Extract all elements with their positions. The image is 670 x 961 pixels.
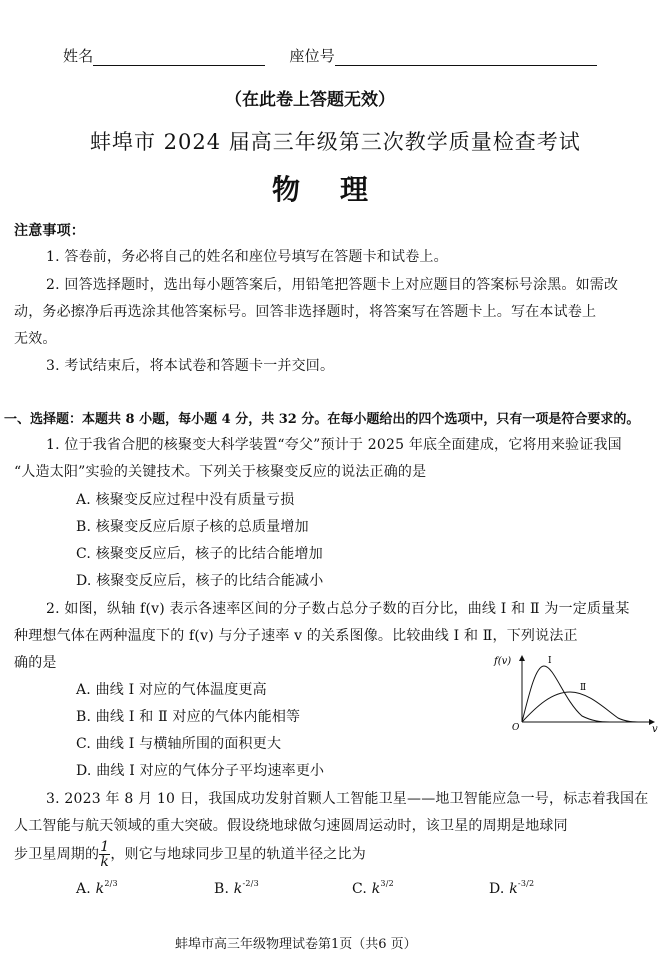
q3-option-d: D. $k^{-3/2}$ [489, 879, 535, 897]
q3-stem-line3 [14, 840, 366, 869]
curve-1 [522, 666, 610, 722]
q2-option-d: D. 曲线 Ⅰ 对应的气体分子平均速率更小 [76, 763, 325, 779]
subject-title: 物理 [272, 173, 409, 206]
section-heading: 一、选择题：本题共 8 小题，每小题 4 分，共 32 分。在每小题给出的四个选项中，只有一项是符合要求的。 [4, 412, 640, 427]
invalid-note: （在此卷上答题无效） [225, 90, 395, 110]
q3-option-a: A. $k^{2/3}$ [76, 879, 118, 897]
notice-item: 动，务必擦净后再选涂其他答案标号。回答非选择题时，将答案写在答题卡上。写在本试卷上 [14, 304, 597, 320]
notice-item: 3. 考试结束后，将本试卷和答题卡一并交回。 [46, 358, 335, 374]
q1-option-d: D. 核聚变反应后，核子的比结合能减小 [76, 573, 324, 589]
notice-heading: 注意事项： [14, 223, 85, 239]
curve-2 [522, 692, 642, 722]
seat-line [335, 49, 597, 66]
q2-stem: 确的是 [14, 655, 57, 671]
page-footer: 蚌埠市高三年级物理试卷第1页（共6 页） [175, 937, 417, 952]
q3-stem-post: ，则它与地球同步卫星的轨道半径之比为 [110, 846, 366, 863]
q1-stem: “人造太阳”实验的关键技术。下列关于核聚变反应的说法正确的是 [14, 464, 427, 480]
graph-ylabel: f(v) [494, 656, 512, 667]
name-row [63, 45, 597, 66]
curve-1-label: Ⅰ [548, 656, 552, 666]
graph-xlabel: v [652, 724, 658, 732]
name-label: 姓名 [63, 47, 94, 65]
graph-origin: O [512, 723, 520, 732]
q3-stem: 人工智能与航天领域的重大突破。假设绕地球做匀速圆周运动时，该卫星的周期是地球同 [14, 818, 568, 834]
q1-option-c: C. 核聚变反应后，核子的比结合能增加 [76, 546, 323, 562]
q3-stem-pre: 步卫星周期的 [14, 846, 100, 863]
notice-item: 2. 回答选择题时，选出每小题答案后，用铅笔把答题卡上对应题目的答案标号涂黑。如需改 [46, 277, 619, 293]
curve-2-label: Ⅱ [580, 683, 587, 693]
q1-stem: 1. 位于我省合肥的核聚变大科学装置“夸父”预计于 2025 年底全面建成，它将用来验证我国 [46, 437, 622, 453]
speed-distribution-graph [492, 650, 662, 732]
q1-option-a: A. 核聚变反应过程中没有质量亏损 [76, 492, 295, 508]
q2-option-a: A. 曲线 Ⅰ 对应的气体温度更高 [76, 682, 267, 698]
q1-option-b: B. 核聚变反应后原子核的总质量增加 [76, 519, 309, 535]
q3-fraction: $\frac{1}{k}$ [100, 839, 110, 870]
q2-stem: 种理想气体在两种温度下的 f(v) 与分子速率 v 的关系图像。比较曲线 Ⅰ 和 Ⅱ，下列说法正 [14, 628, 578, 644]
q2-stem: 2. 如图，纵轴 f(v) 表示各速率区间的分子数占总分子数的百分比，曲线 Ⅰ 和 Ⅱ 为一定质量某 [46, 601, 630, 617]
q3-stem: 3. 2023 年 8 月 10 日，我国成功发射首颗人工智能卫星——地卫智能应急一号，标志着我国在 [46, 791, 649, 807]
exam-title: 蚌埠市 2024 届高三年级第三次教学质量检查考试 [90, 130, 581, 154]
q3-option-b: B. $k^{-2/3}$ [214, 879, 259, 897]
name-line [93, 49, 265, 66]
notice-item: 无效。 [14, 331, 57, 347]
q2-option-c: C. 曲线 Ⅰ 与横轴所围的面积更大 [76, 736, 282, 752]
notice-item: 1. 答卷前，务必将自己的姓名和座位号填写在答题卡和试卷上。 [46, 249, 448, 265]
q3-option-c: C. $k^{3/2}$ [352, 879, 394, 897]
q2-option-b: B. 曲线 Ⅰ 和 Ⅱ 对应的气体内能相等 [76, 709, 301, 725]
seat-label: 座位号 [289, 47, 335, 65]
